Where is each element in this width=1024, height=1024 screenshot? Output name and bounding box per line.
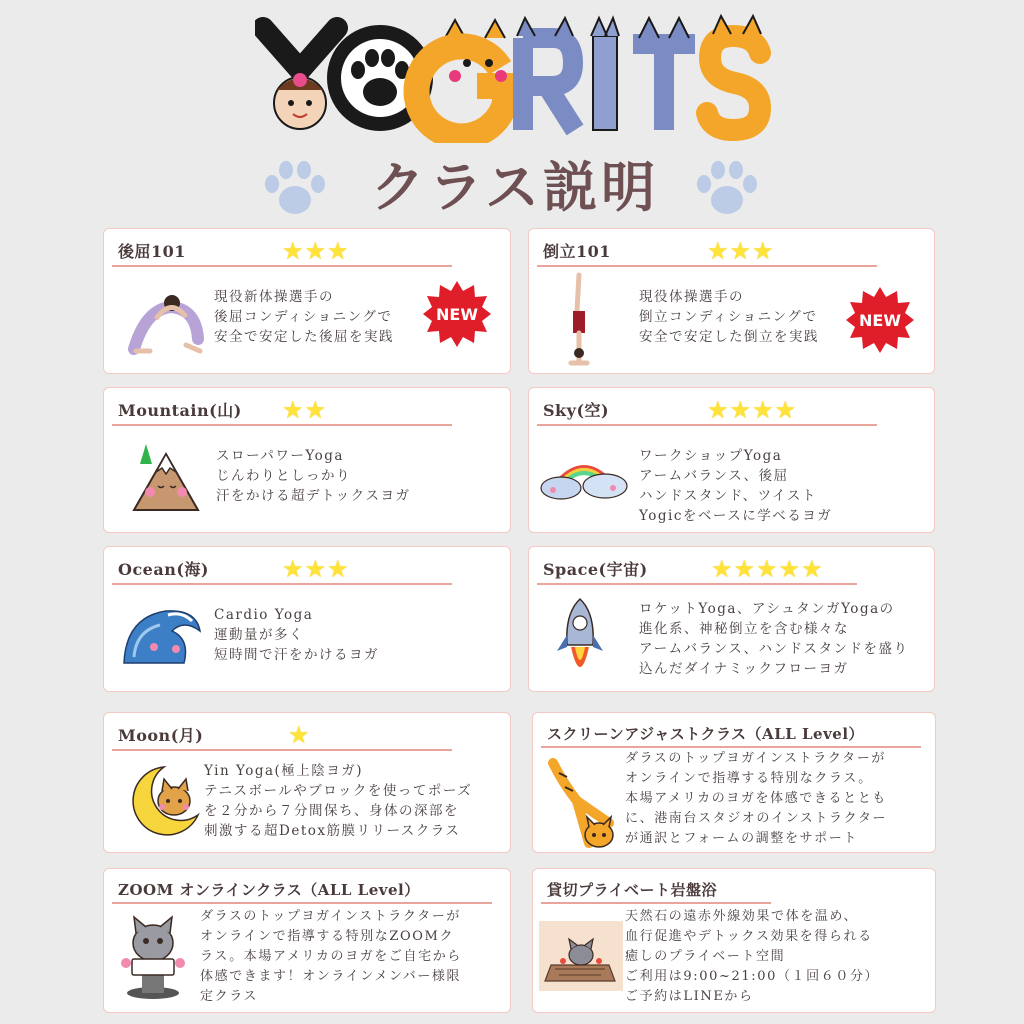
card-description: スローパワーYoga じんわりとしっかり 汗をかける超デトックスヨガ <box>216 448 411 504</box>
title-underline <box>112 424 452 426</box>
difficulty-stars: ★ <box>288 721 311 749</box>
wave-character-icon <box>120 601 204 671</box>
class-card-private-bedrock-bath[interactable] <box>532 868 936 1013</box>
bedrock-cat-icon <box>539 921 623 991</box>
title-underline <box>112 902 492 904</box>
title-underline <box>112 749 452 751</box>
difficulty-stars: ★★ <box>282 396 328 424</box>
card-title: Moon(月) <box>118 726 204 745</box>
title-underline <box>112 583 452 585</box>
card-title: 貸切プライベート岩盤浴 <box>547 881 718 899</box>
new-badge <box>422 279 492 349</box>
card-title: スクリーンアジャストクラス（ALL Level） <box>547 725 865 743</box>
laptop-cat-icon <box>118 913 188 1003</box>
class-card-space[interactable] <box>528 546 935 692</box>
card-title: ZOOM オンラインクラス（ALL Level） <box>118 881 420 899</box>
card-title: Mountain(山) <box>118 401 242 420</box>
title-underline <box>537 265 877 267</box>
card-title: Sky(空) <box>543 401 610 420</box>
mountain-character-icon <box>130 440 200 516</box>
card-title: Ocean(海) <box>118 560 210 579</box>
new-badge-label: NEW <box>859 311 901 330</box>
class-card-zoom[interactable] <box>103 868 511 1013</box>
difficulty-stars: ★★★★ <box>707 396 798 424</box>
card-description: ダラスのトップヨガインストラクターが オンラインで指導する特別なクラス。 本場アメリカのヨガを体感できるととも に、港南台スタジオのインストラクター が通訳とフォームの調整をサポート <box>625 751 888 846</box>
card-description: ダラスのトップヨガインストラクターが オンラインで指導する特別なZOOMク ラス。本場アメリカのヨガをご自宅から 体感できます！オンラインメンバー様限 定クラス <box>200 909 462 1004</box>
card-title: 倒立101 <box>543 242 611 261</box>
title-underline <box>541 902 771 904</box>
moon-cat-icon <box>124 761 204 841</box>
logo-artwork <box>255 8 775 143</box>
card-title: Space(宇宙) <box>543 560 648 579</box>
title-underline <box>537 424 877 426</box>
yogrits-logo <box>255 8 775 143</box>
title-underline <box>541 746 921 748</box>
paw-icon-right <box>694 158 760 220</box>
rainbow-clouds-icon <box>539 458 629 502</box>
class-card-mountain[interactable] <box>103 387 511 533</box>
difficulty-stars: ★★★ <box>707 237 775 265</box>
class-card-screen-adjust[interactable] <box>532 712 936 853</box>
yoga-tiger-icon <box>543 753 623 849</box>
class-card-ocean[interactable] <box>103 546 511 692</box>
rocket-character-icon <box>555 595 605 687</box>
card-description: ロケットYoga、アシュタンガYogaの 進化系、神秘倒立を含む様々な アームバランス、ハンドスタンドを盛り 込んだダイナミックフローヨガ <box>639 601 909 677</box>
card-title: 後屈101 <box>118 242 186 261</box>
title-underline <box>537 583 857 585</box>
title-underline <box>112 265 452 267</box>
class-card-moon[interactable] <box>103 712 511 853</box>
new-badge-label: NEW <box>436 305 478 324</box>
backbend-figure-icon <box>126 279 206 359</box>
card-description: 現役体操選手の 倒立コンディショニングで 安全で安定した倒立を実践 <box>639 289 819 345</box>
class-card-backbend[interactable] <box>103 228 511 374</box>
page-title: クラス説明 <box>370 155 660 219</box>
new-badge <box>845 285 915 355</box>
difficulty-stars: ★★★★★ <box>711 555 824 583</box>
class-card-sky[interactable] <box>528 387 935 533</box>
card-description: 現役新体操選手の 後屈コンディショニングで 安全で安定した後屈を実践 <box>214 289 394 345</box>
class-card-handstand[interactable] <box>528 228 935 374</box>
paw-icon-left <box>262 158 328 220</box>
card-description: 天然石の遠赤外線効果で体を温め、 血行促進やデトックス効果を得られる 癒しのプライベート空間 ご利用は9:00~21:00（１回６０分） ご予約はLINEから <box>625 909 880 1004</box>
card-description: Cardio Yoga 運動量が多く 短時間で汗をかけるヨガ <box>214 607 379 663</box>
page-heading-row <box>0 150 1024 225</box>
handstand-figure-icon <box>559 271 599 371</box>
difficulty-stars: ★★★ <box>282 237 350 265</box>
difficulty-stars: ★★★ <box>282 555 350 583</box>
card-description: ワークショップYoga アームバランス、後屈 ハンドスタンド、ツイスト Yogicをベースに学べるヨガ <box>639 448 833 524</box>
card-description: Yin Yoga(極上陰ヨガ) テニスボールやブロックを使ってポーズ を２分から７分間保ち、身体の深部を 刺激する超Detox筋膜リリースクラス <box>204 763 473 839</box>
